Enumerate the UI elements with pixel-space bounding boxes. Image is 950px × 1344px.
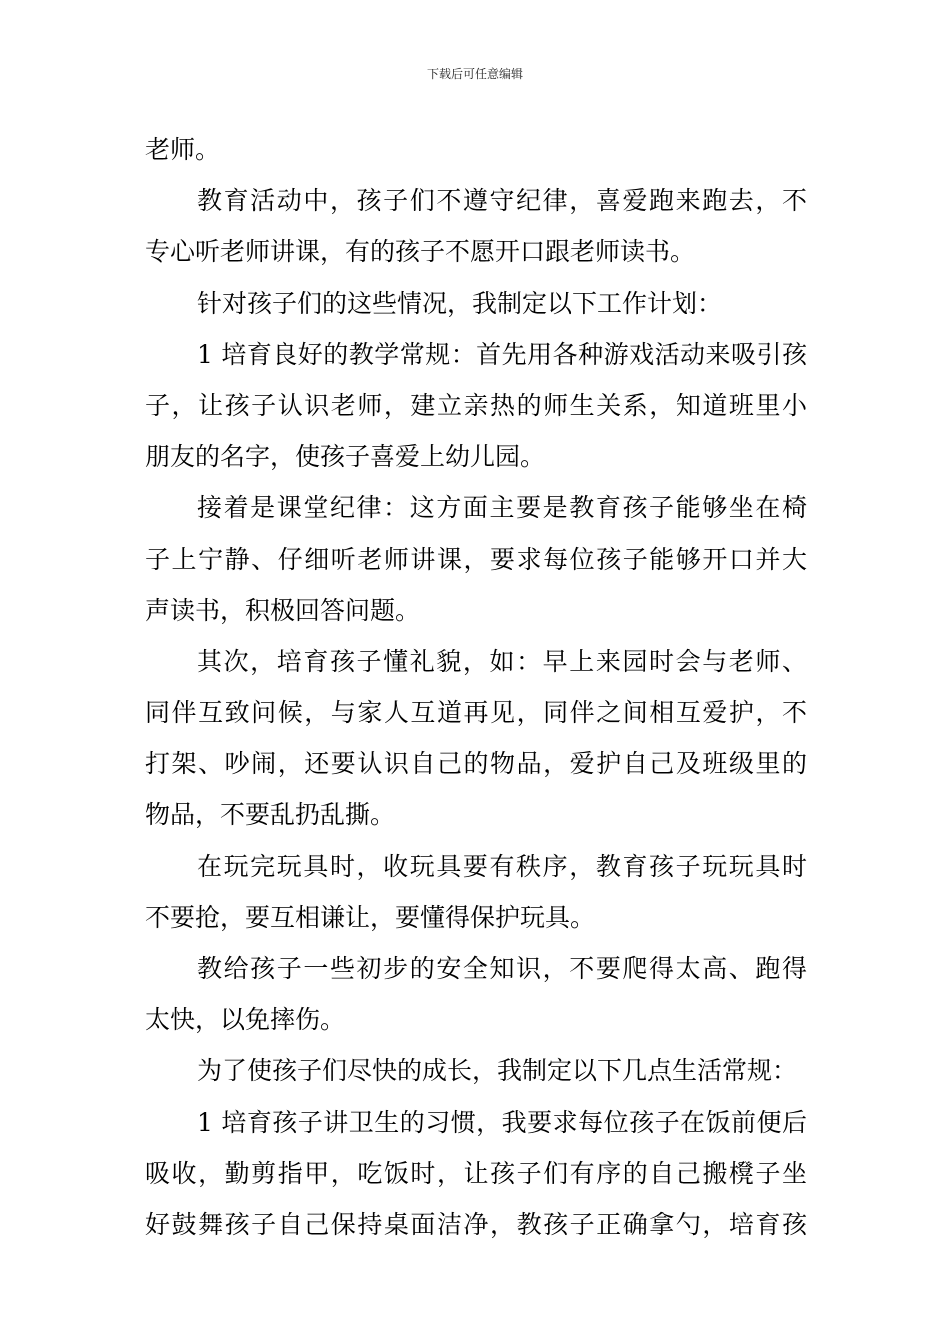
paragraph [145,841,807,943]
text-line: 为了使孩子们尽快的成长，我制定以下几点生活常规： [197,1056,798,1086]
paragraph [145,175,807,277]
paragraph [145,943,807,1045]
text-line: 教给孩子一些初步的安全知识，不要爬得太高、跑得 [197,954,807,983]
paragraph [145,1097,807,1251]
page-header: 下载后可任意编辑 [426,67,523,81]
text-line: 1 培育良好的教学常规：首先用各种游戏活动来吸引孩 [197,339,807,369]
text-line: 太快，以免摔伤。 [145,1005,346,1035]
text-line: 专心听老师讲课，有的孩子不愿开口跟老师读书。 [145,237,696,267]
paragraph [145,482,807,636]
paragraph [145,1045,807,1096]
text-line: 好鼓舞孩子自己保持桌面洁净，教孩子正确拿勺，培育孩 [145,1209,807,1239]
document-body [145,124,807,1250]
paragraph [145,636,807,841]
text-line: 朋友的名字，使孩子喜爱上幼儿园。 [145,442,546,472]
paragraph [145,124,807,175]
text-line: 打架、吵闹，还要认识自己的物品，爱护自己及班级里的 [145,749,807,779]
text-line: 同伴互致问候，与家人互道再见，同伴之间相互爱护，不 [145,698,807,728]
text-line: 教育活动中，孩子们不遵守纪律，喜爱跑来跑去，不 [197,186,807,216]
text-line: 1 培育孩子讲卫生的习惯，我要求每位孩子在饭前便后 [197,1107,807,1137]
text-line: 其次，培育孩子懂礼貌，如：早上来园时会与老师、 [197,646,807,676]
text-line: 子，让孩子认识老师，建立亲热的师生关系，知道班里小 [145,390,807,420]
text-line: 接着是课堂纪律：这方面主要是教育孩子能够坐在椅 [197,493,807,523]
text-line: 吸收，勤剪指甲，吃饭时，让孩子们有序的自己搬櫈子坐 [145,1158,807,1188]
text-line: 针对孩子们的这些情况，我制定以下工作计划： [197,288,723,318]
text-line: 不要抢，要互相谦让，要懂得保护玩具。 [145,902,596,932]
text-line: 子上宁静、仔细听老师讲课，要求每位孩子能够开口并大 [145,544,807,574]
text-line: 声读书，积极回答问题。 [145,595,421,625]
text-line: 老师。 [145,135,221,164]
paragraph [145,278,807,329]
text-line: 在玩完玩具时，收玩具要有秩序，教育孩子玩玩具时 [197,851,807,881]
paragraph [145,329,807,483]
text-line: 物品，不要乱扔乱撕。 [145,800,396,830]
